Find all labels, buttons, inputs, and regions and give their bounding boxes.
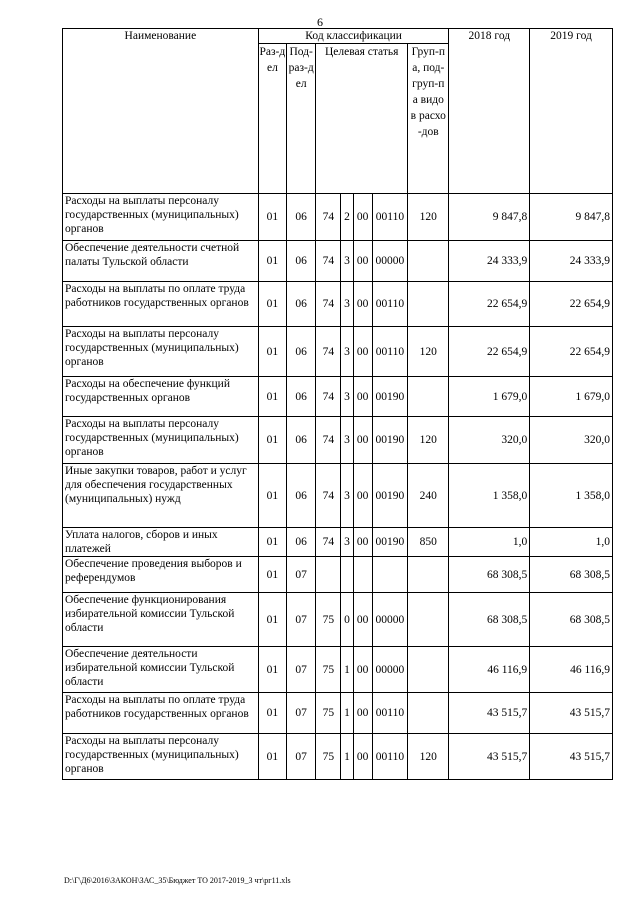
- header-podrazdel: [287, 44, 316, 194]
- row-value-2018: 24 333,9: [449, 241, 530, 282]
- row-name: Иные закупки товаров, работ и услуг для обеспечения государственных (муниципальных) нужд: [63, 464, 259, 528]
- row-razdel: 01: [258, 241, 286, 282]
- row-podrazdel: 07: [287, 557, 316, 593]
- row-target-code: 00190: [372, 528, 407, 557]
- row-expense-group: [408, 557, 449, 593]
- row-razdel: 01: [258, 327, 286, 377]
- row-razdel: 01: [258, 693, 286, 734]
- row-value-2019: 22 654,9: [530, 282, 613, 327]
- row-expense-group: 120: [408, 327, 449, 377]
- row-razdel: 01: [258, 528, 286, 557]
- row-target-direction: 00: [353, 417, 372, 464]
- header-year-2018: 2018 год: [449, 29, 530, 194]
- table-row: [63, 647, 613, 693]
- header-code: Код классификации: [258, 29, 449, 44]
- row-target-subprogram: 3: [341, 377, 353, 417]
- header-razdel-text: Раз-дел: [259, 46, 286, 74]
- row-value-2019: 1 358,0: [530, 464, 613, 528]
- row-podrazdel: 06: [287, 194, 316, 241]
- row-podrazdel: 07: [287, 734, 316, 780]
- table-row: [63, 557, 613, 593]
- row-razdel: 01: [258, 734, 286, 780]
- row-name: Обеспечение функционирования избирательной комиссии Тульской области: [63, 593, 259, 647]
- row-target-direction: 00: [353, 282, 372, 327]
- row-target-code: [372, 557, 407, 593]
- row-expense-group: [408, 693, 449, 734]
- row-target-code: 00110: [372, 282, 407, 327]
- row-target-subprogram: 3: [341, 528, 353, 557]
- table-row: [63, 693, 613, 734]
- row-value-2019: 24 333,9: [530, 241, 613, 282]
- row-value-2018: 43 515,7: [449, 734, 530, 780]
- row-name: Обеспечение деятельности счетной палаты Тульской области: [63, 241, 259, 282]
- row-expense-group: [408, 282, 449, 327]
- row-value-2018: 46 116,9: [449, 647, 530, 693]
- row-value-2018: 68 308,5: [449, 593, 530, 647]
- row-target-code: 00000: [372, 241, 407, 282]
- row-target-program: 74: [316, 194, 341, 241]
- row-target-subprogram: 1: [341, 734, 353, 780]
- row-target-code: 00110: [372, 194, 407, 241]
- row-expense-group: [408, 241, 449, 282]
- row-expense-group: [408, 647, 449, 693]
- header-razdel: [258, 44, 286, 194]
- row-razdel: 01: [258, 282, 286, 327]
- row-value-2019: 68 308,5: [530, 593, 613, 647]
- row-target-code: 00190: [372, 464, 407, 528]
- row-target-program: 74: [316, 464, 341, 528]
- row-name: Обеспечение проведения выборов и референдумов: [63, 557, 259, 593]
- row-value-2019: 9 847,8: [530, 194, 613, 241]
- row-value-2018: 22 654,9: [449, 282, 530, 327]
- row-podrazdel: 07: [287, 647, 316, 693]
- table-row: [63, 194, 613, 241]
- row-name: Расходы на выплаты по оплате труда работников государственных органов: [63, 282, 259, 327]
- row-expense-group: 850: [408, 528, 449, 557]
- file-path-footer: D:\Г\Д6\2016\ЗАКОН\ЗАС_35\Бюджет ТО 2017-2019_3 чт\рг11.xls: [64, 876, 291, 885]
- row-target-direction: 00: [353, 327, 372, 377]
- row-podrazdel: 06: [287, 327, 316, 377]
- row-expense-group: [408, 593, 449, 647]
- row-value-2019: 68 308,5: [530, 557, 613, 593]
- row-target-program: 74: [316, 377, 341, 417]
- row-podrazdel: 07: [287, 593, 316, 647]
- row-target-program: 75: [316, 593, 341, 647]
- row-target-subprogram: 2: [341, 194, 353, 241]
- row-razdel: 01: [258, 647, 286, 693]
- row-name: Уплата налогов, сборов и иных платежей: [63, 528, 259, 557]
- table-row: [63, 593, 613, 647]
- row-target-subprogram: [341, 557, 353, 593]
- row-target-program: 74: [316, 528, 341, 557]
- row-target-code: 00110: [372, 734, 407, 780]
- row-expense-group: 120: [408, 417, 449, 464]
- row-target-program: 74: [316, 282, 341, 327]
- row-value-2019: 1,0: [530, 528, 613, 557]
- row-value-2019: 1 679,0: [530, 377, 613, 417]
- row-target-code: 00190: [372, 417, 407, 464]
- row-target-subprogram: 0: [341, 593, 353, 647]
- header-year-2019: 2019 год: [530, 29, 613, 194]
- budget-table: [62, 28, 613, 780]
- row-target-code: 00000: [372, 593, 407, 647]
- row-podrazdel: 06: [287, 377, 316, 417]
- row-target-direction: 00: [353, 593, 372, 647]
- row-value-2019: 22 654,9: [530, 327, 613, 377]
- row-target-subprogram: 3: [341, 417, 353, 464]
- row-value-2018: 1 679,0: [449, 377, 530, 417]
- row-name: Расходы на выплаты по оплате труда работников государственных органов: [63, 693, 259, 734]
- row-razdel: 01: [258, 593, 286, 647]
- row-target-program: 75: [316, 647, 341, 693]
- row-name: Расходы на обеспечение функций государственных органов: [63, 377, 259, 417]
- row-value-2019: 43 515,7: [530, 734, 613, 780]
- table-row: [63, 241, 613, 282]
- header-group-text: Груп-па, под-груп-па видов расхо-дов: [410, 46, 446, 138]
- row-target-program: 74: [316, 327, 341, 377]
- row-target-direction: 00: [353, 194, 372, 241]
- header-name: Наименование: [63, 29, 259, 194]
- row-target-subprogram: 3: [341, 241, 353, 282]
- row-target-program: 74: [316, 241, 341, 282]
- row-value-2019: 43 515,7: [530, 693, 613, 734]
- header-group: [408, 44, 449, 194]
- table-row: [63, 417, 613, 464]
- table-row: [63, 327, 613, 377]
- row-expense-group: [408, 377, 449, 417]
- row-target-code: 00190: [372, 377, 407, 417]
- row-value-2019: 46 116,9: [530, 647, 613, 693]
- row-name: Расходы на выплаты персоналу государственных (муниципальных) органов: [63, 734, 259, 780]
- table-row: [63, 464, 613, 528]
- table-row: [63, 734, 613, 780]
- row-name: Расходы на выплаты персоналу государственных (муниципальных) органов: [63, 194, 259, 241]
- row-target-direction: 00: [353, 647, 372, 693]
- table-row: [63, 282, 613, 327]
- row-value-2018: 320,0: [449, 417, 530, 464]
- row-target-subprogram: 3: [341, 464, 353, 528]
- row-value-2018: 68 308,5: [449, 557, 530, 593]
- row-target-direction: 00: [353, 734, 372, 780]
- row-target-direction: 00: [353, 528, 372, 557]
- header-target: Целевая статья: [316, 44, 408, 194]
- row-value-2018: 22 654,9: [449, 327, 530, 377]
- row-razdel: 01: [258, 194, 286, 241]
- row-podrazdel: 07: [287, 693, 316, 734]
- row-target-direction: 00: [353, 464, 372, 528]
- row-value-2018: 43 515,7: [449, 693, 530, 734]
- row-target-subprogram: 1: [341, 693, 353, 734]
- row-target-direction: [353, 557, 372, 593]
- table-row: [63, 377, 613, 417]
- row-name: Расходы на выплаты персоналу государственных (муниципальных) органов: [63, 417, 259, 464]
- row-target-direction: 00: [353, 241, 372, 282]
- row-target-code: 00110: [372, 693, 407, 734]
- row-podrazdel: 06: [287, 528, 316, 557]
- row-target-subprogram: 3: [341, 327, 353, 377]
- row-value-2018: 1 358,0: [449, 464, 530, 528]
- header-podrazdel-text: Под-раз-дел: [288, 46, 314, 90]
- row-target-subprogram: 1: [341, 647, 353, 693]
- row-target-program: 75: [316, 734, 341, 780]
- row-podrazdel: 06: [287, 241, 316, 282]
- row-target-program: 74: [316, 417, 341, 464]
- row-podrazdel: 06: [287, 417, 316, 464]
- page-number: 6: [317, 15, 323, 29]
- row-razdel: 01: [258, 557, 286, 593]
- row-expense-group: 120: [408, 734, 449, 780]
- row-value-2019: 320,0: [530, 417, 613, 464]
- row-target-direction: 00: [353, 377, 372, 417]
- row-podrazdel: 06: [287, 464, 316, 528]
- row-value-2018: 9 847,8: [449, 194, 530, 241]
- row-target-direction: 00: [353, 693, 372, 734]
- row-target-code: 00000: [372, 647, 407, 693]
- row-razdel: 01: [258, 464, 286, 528]
- row-target-code: 00110: [372, 327, 407, 377]
- row-expense-group: 240: [408, 464, 449, 528]
- row-target-program: 75: [316, 693, 341, 734]
- row-razdel: 01: [258, 417, 286, 464]
- row-value-2018: 1,0: [449, 528, 530, 557]
- table-row: [63, 528, 613, 557]
- row-target-program: [316, 557, 341, 593]
- row-name: Обеспечение деятельности избирательной комиссии Тульской области: [63, 647, 259, 693]
- row-podrazdel: 06: [287, 282, 316, 327]
- row-target-subprogram: 3: [341, 282, 353, 327]
- row-name: Расходы на выплаты персоналу государственных (муниципальных) органов: [63, 327, 259, 377]
- row-razdel: 01: [258, 377, 286, 417]
- row-expense-group: 120: [408, 194, 449, 241]
